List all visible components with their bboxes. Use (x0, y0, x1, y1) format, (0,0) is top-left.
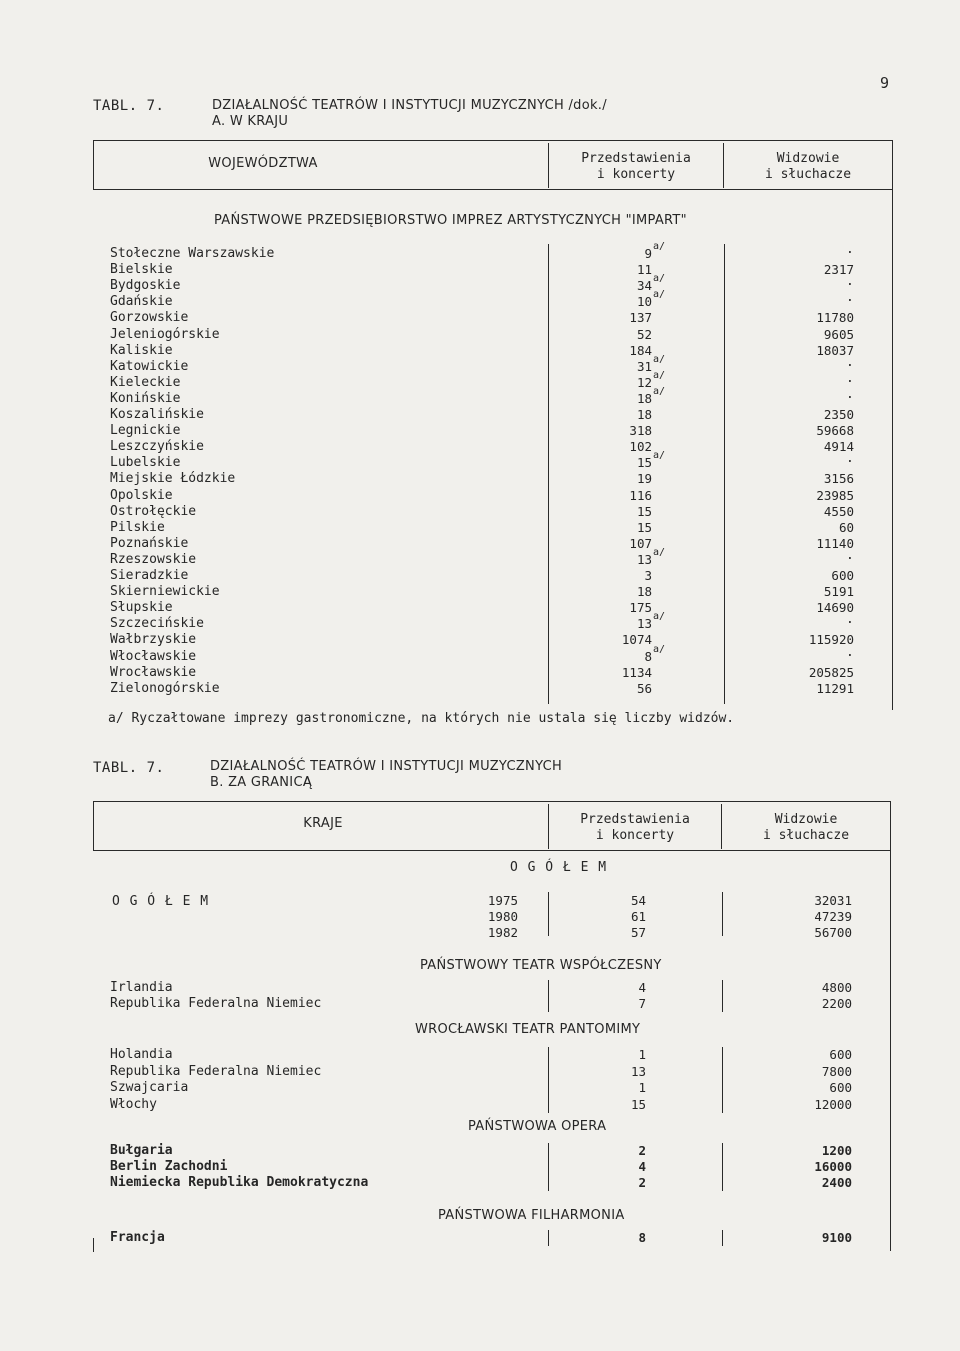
voivodeship-name: Ostrołęckie (110, 503, 197, 519)
voivodeship-name: Miejskie Łódzkie (110, 471, 236, 487)
audience-value: 7800 (821, 1063, 852, 1079)
performances-value: 12 (636, 374, 652, 390)
col-audience-line2: i słuchacze (764, 167, 852, 182)
table-b-title: DZIAŁALNOŚĆ TEATRÓW I INSTYTUCJI MUZYCZNYCH (210, 759, 563, 774)
group-title: PAŃSTWOWY TEATR WSPÓŁCZESNY (420, 958, 662, 973)
voivodeship-name: Bielskie (110, 262, 173, 278)
no-data-dot: . (846, 451, 854, 467)
voivodeship-name: Legnickie (110, 423, 181, 439)
audience-value: 2400 (821, 1175, 852, 1190)
col-performances-line2: i koncerty (595, 828, 675, 843)
audience-value: 16000 (814, 1159, 852, 1174)
table-a-label: TABL. 7. (93, 98, 165, 114)
performances-value: 9 (644, 246, 652, 261)
table-a-body-divider-2 (724, 244, 725, 704)
table-b-col-countries: KRAJE (303, 816, 343, 831)
no-data-dot: . (846, 644, 854, 660)
performances-value: 18 (636, 407, 652, 422)
year: 1975 (487, 893, 518, 908)
table-a-col-performances (549, 151, 723, 183)
footnote-mark: a/ (653, 369, 666, 381)
group-title: PAŃSTWOWA FILHARMONIA (438, 1208, 625, 1223)
no-data-dot: . (846, 290, 854, 306)
country-name: Francja (110, 1230, 165, 1245)
no-data-dot: . (846, 386, 854, 402)
footnote-mark: a/ (653, 273, 666, 285)
ogolem-divider-2 (722, 892, 723, 936)
audience-value: 3156 (823, 471, 854, 487)
country-name: Berlin Zachodni (110, 1159, 228, 1174)
voivodeship-name: Szczecińskie (110, 616, 204, 632)
performances-value: 1 (638, 1080, 646, 1095)
voivodeship-name: Jeleniogórskie (110, 326, 220, 342)
audience-value: 14690 (816, 600, 854, 616)
table-a-body-divider-1 (548, 244, 549, 704)
table-a-footnote: a/ Ryczałtowane imprezy gastronomiczne, na których nie ustala się liczby widzów. (108, 711, 735, 726)
voivodeship-name: Gdańskie (110, 294, 173, 310)
performances-value: 107 (629, 535, 652, 551)
performances-value: 318 (629, 423, 652, 439)
performances-value: 116 (629, 487, 652, 503)
performances-value: 3 (644, 568, 652, 583)
voivodeship-name: Katowickie (110, 358, 189, 374)
group-divider-1 (548, 1143, 549, 1191)
performances-value: 61 (630, 909, 646, 924)
voivodeship-name: Stołeczne Warszawskie (110, 246, 275, 261)
year: 1980 (487, 909, 518, 924)
audience-value: 11140 (816, 535, 854, 551)
ogolem-label: O G Ó Ł E M (112, 894, 210, 909)
performances-value: 18 (636, 584, 652, 600)
audience-value: 4550 (823, 503, 854, 519)
group-divider-2 (722, 1047, 723, 1113)
col-audience-line1: Widzowie (774, 812, 838, 827)
performances-value: 13 (636, 616, 652, 632)
ogolem-divider-1 (548, 892, 549, 936)
voivodeship-name: Kaliskie (110, 342, 173, 358)
table-a-col-voivodeships: WOJEWÓDZTWA (208, 156, 318, 171)
table-a-col-audience (724, 151, 892, 183)
performances-value: 10 (636, 294, 652, 310)
voivodeship-name: Bydgoskie (110, 278, 181, 294)
performances-value: 13 (636, 551, 652, 567)
voivodeship-name: Sieradzkie (110, 568, 189, 583)
no-data-dot: . (846, 370, 854, 386)
voivodeship-name: Kieleckie (110, 374, 181, 390)
audience-value: 1200 (821, 1143, 852, 1158)
audience-value: 11291 (816, 680, 854, 696)
group-divider-2 (722, 1230, 723, 1246)
performances-value: 11 (636, 262, 652, 278)
group-divider-1 (548, 1230, 549, 1246)
audience-value: 4800 (821, 980, 852, 995)
audience-value: 9100 (821, 1230, 852, 1245)
table-b-top-border (93, 801, 891, 802)
col-performances-line1: Przedstawienia (580, 812, 690, 827)
performances-value: 8 (638, 1230, 646, 1245)
voivodeship-name: Rzeszowskie (110, 551, 197, 567)
audience-value: 205825 (808, 664, 854, 680)
year: 1982 (487, 925, 518, 940)
voivodeship-name: Pilskie (110, 519, 165, 535)
audience-value: 600 (829, 1080, 852, 1095)
footnote-mark: a/ (653, 611, 666, 623)
footnote-mark: a/ (653, 546, 666, 558)
footnote-mark: a/ (653, 241, 666, 252)
voivodeship-name: Wałbrzyskie (110, 632, 197, 648)
performances-value: 184 (629, 342, 652, 358)
table-a-subtitle: A. W KRAJU (212, 114, 289, 129)
audience-value: 600 (831, 568, 854, 583)
country-name: Irlandia (110, 980, 173, 995)
table-b-col-performances (549, 812, 721, 844)
country-name: Bułgaria (110, 1143, 173, 1158)
performances-value: 15 (636, 519, 652, 535)
no-data-dot: . (846, 242, 854, 257)
voivodeship-name: Gorzowskie (110, 310, 189, 326)
audience-value: 56700 (814, 925, 852, 940)
voivodeship-name: Skierniewickie (110, 584, 220, 600)
audience-value: 115920 (808, 632, 854, 648)
table-a-title: DZIAŁALNOŚĆ TEATRÓW I INSTYTUCJI MUZYCZNYCH /dok./ (212, 98, 607, 113)
col-audience-line2: i słuchacze (762, 828, 850, 843)
voivodeship-name: Włocławskie (110, 648, 197, 664)
group-divider-1 (548, 1047, 549, 1113)
audience-value: 2317 (823, 262, 854, 278)
table-a-section-impart: PAŃSTWOWE PRZEDSIĘBIORSTWO IMPREZ ARTYSTYCZNYCH "IMPART" (214, 213, 687, 228)
group-title: WROCŁAWSKI TEATR PANTOMIMY (415, 1022, 641, 1037)
performances-value: 13 (630, 1063, 646, 1079)
page-number: 9 (880, 74, 890, 92)
table-b-col-audience (722, 812, 890, 844)
voivodeship-name: Zielonogórskie (110, 680, 220, 696)
table-b-label: TABL. 7. (93, 760, 165, 776)
audience-value: 5191 (823, 584, 854, 600)
performances-value: 102 (629, 439, 652, 455)
performances-value: 1134 (621, 664, 652, 680)
audience-value: 47239 (814, 909, 852, 924)
voivodeship-name: Wrocławskie (110, 664, 197, 680)
performances-value: 137 (629, 310, 652, 326)
no-data-dot: . (846, 354, 854, 370)
footnote-mark: a/ (653, 353, 666, 365)
voivodeship-name: Leszczyńskie (110, 439, 204, 455)
audience-value: 4914 (823, 439, 854, 455)
audience-value: 59668 (816, 423, 854, 439)
table-b-right-border (890, 801, 891, 1251)
performances-value: 175 (629, 600, 652, 616)
footnote-mark: a/ (653, 450, 666, 462)
table-b-header-bottom (93, 850, 891, 851)
no-data-dot: . (846, 274, 854, 290)
country-name: Niemiecka Republika Demokratyczna (110, 1175, 369, 1190)
performances-value: 2 (638, 1175, 646, 1190)
table-b-left-stub (93, 1238, 94, 1252)
performances-value: 18 (636, 390, 652, 406)
group-title: PAŃSTWOWA OPERA (468, 1119, 607, 1134)
table-b-subtitle: B. ZA GRANICĄ (210, 775, 313, 790)
performances-value: 34 (636, 278, 652, 294)
col-performances-line2: i koncerty (596, 167, 676, 182)
performances-value: 2 (638, 1143, 646, 1158)
performances-value: 7 (638, 996, 646, 1011)
country-name: Włochy (110, 1096, 157, 1112)
table-a-header-bottom (93, 189, 893, 190)
performances-value: 56 (636, 680, 652, 696)
audience-value: 2350 (823, 407, 854, 422)
voivodeship-name: Opolskie (110, 487, 173, 503)
ogolem-header: O G Ó Ł E M (510, 860, 608, 875)
performances-value: 57 (630, 925, 646, 940)
performances-value: 15 (636, 503, 652, 519)
performances-value: 15 (636, 455, 652, 471)
col-audience-line1: Widzowie (776, 151, 840, 166)
table-a-top-border (93, 140, 893, 141)
audience-value: 2200 (821, 996, 852, 1011)
voivodeship-name: Konińskie (110, 390, 181, 406)
performances-value: 19 (636, 471, 652, 487)
country-name: Szwajcaria (110, 1080, 189, 1095)
country-name: Republika Federalna Niemiec (110, 996, 322, 1011)
voivodeship-name: Koszalińskie (110, 407, 204, 422)
country-name: Holandia (110, 1047, 173, 1062)
no-data-dot: . (846, 612, 854, 628)
voivodeship-name: Poznańskie (110, 535, 189, 551)
audience-value: 60 (838, 519, 854, 535)
audience-value: 12000 (814, 1096, 852, 1112)
audience-value: 23985 (816, 487, 854, 503)
country-name: Republika Federalna Niemiec (110, 1063, 322, 1079)
audience-value: 32031 (814, 893, 852, 908)
performances-value: 54 (630, 893, 646, 908)
col-performances-line1: Przedstawienia (581, 151, 691, 166)
audience-value: 11780 (816, 310, 854, 326)
footnote-mark: a/ (653, 385, 666, 397)
performances-value: 4 (638, 1159, 646, 1174)
performances-value: 4 (638, 980, 646, 995)
performances-value: 52 (636, 326, 652, 342)
group-divider-2 (722, 1143, 723, 1191)
group-divider-2 (722, 980, 723, 1012)
audience-value: 18037 (816, 342, 854, 358)
group-divider-1 (548, 980, 549, 1012)
footnote-mark: a/ (653, 643, 666, 655)
performances-value: 1074 (621, 632, 652, 648)
table-a-right-border (892, 140, 893, 710)
audience-value: 9605 (823, 326, 854, 342)
no-data-dot: . (846, 547, 854, 563)
performances-value: 15 (630, 1096, 646, 1112)
audience-value: 600 (829, 1047, 852, 1062)
voivodeship-name: Słupskie (110, 600, 173, 616)
performances-value: 1 (638, 1047, 646, 1062)
footnote-mark: a/ (653, 289, 666, 301)
performances-value: 8 (644, 648, 652, 664)
performances-value: 31 (636, 358, 652, 374)
voivodeship-name: Lubelskie (110, 455, 181, 471)
